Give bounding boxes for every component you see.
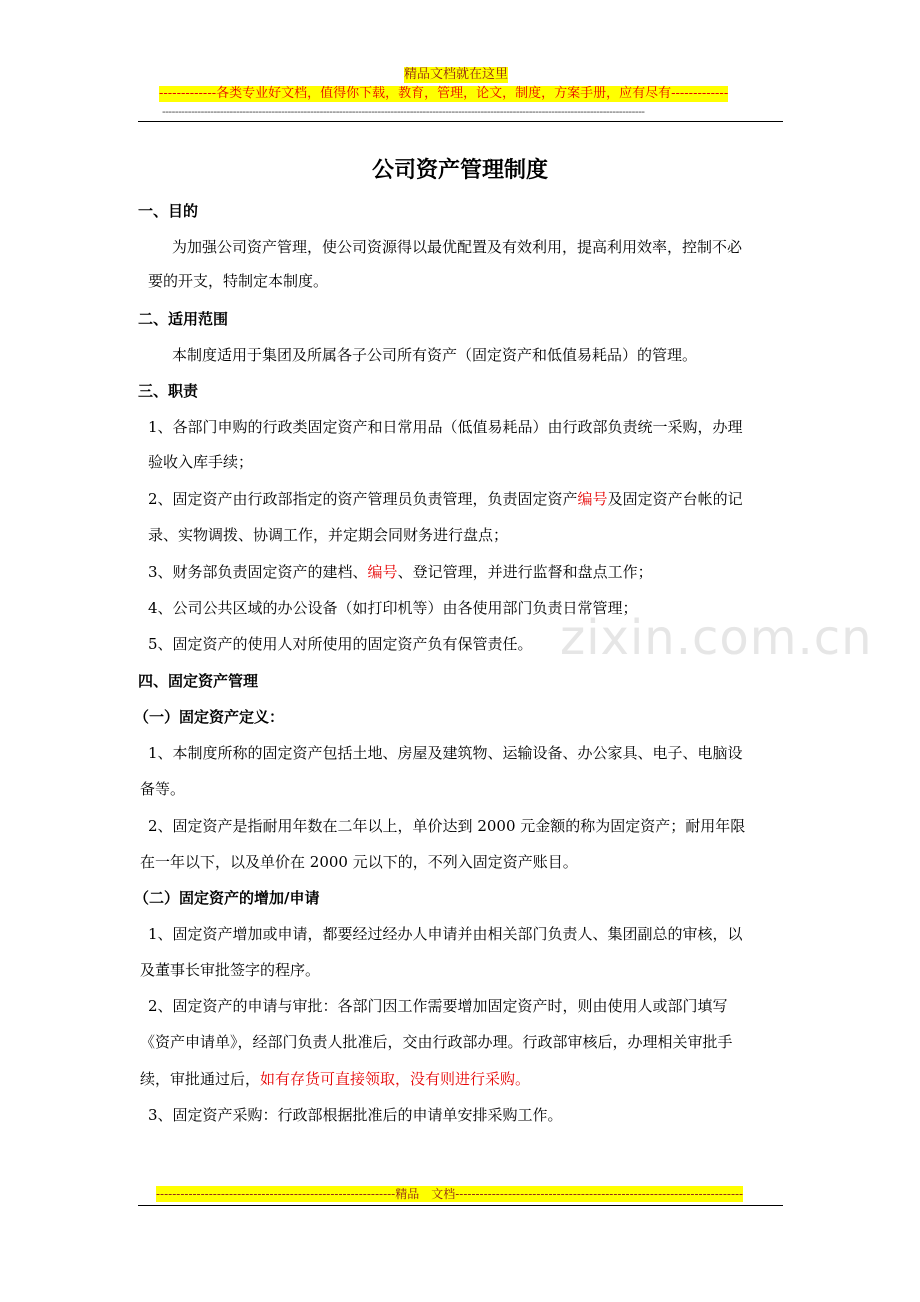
section-heading-purpose: 一、目的 — [138, 202, 199, 220]
header-dash-line: ------------------------------------------------------------------------------------------------------------------------------------------------------ — [162, 105, 645, 118]
list-item: 4、公司公共区域的办公设备（如打印机等）由各使用部门负责日常管理； — [148, 599, 638, 617]
watermark-text: zixin.com.cn — [560, 610, 873, 666]
list-item: 2、固定资产是指耐用年数在二年以上，单价达到 2000 元金额的称为固定资产；耐用年限 — [148, 817, 746, 835]
footer-rule — [138, 1205, 783, 1206]
list-item: 1、固定资产增加或申请，都要经过经办人申请并由相关部门负责人、集团副总的审核，以 — [148, 925, 743, 943]
paragraph-line: 要的开支，特制定本制度。 — [148, 272, 329, 290]
list-item-continued: 《资产申请单》，经部门负责人批准后，交由行政部办理。行政部审核后，办理相关审批手 — [140, 1033, 733, 1051]
subsection-heading-definition: （一）固定资产定义： — [134, 708, 285, 726]
list-item: 5、固定资产的使用人对所使用的固定资产负有保管责任。 — [148, 635, 533, 653]
paragraph-line: 本制度适用于集团及所属各子公司所有资产（固定资产和低值易耗品）的管理。 — [172, 346, 698, 364]
section-heading-fixed-assets: 四、固定资产管理 — [138, 672, 259, 690]
text-run: 3、财务部负责固定资产的建档、 — [148, 563, 368, 581]
list-item-continued: 备等。 — [140, 780, 186, 798]
header-rule — [138, 121, 783, 122]
list-item — [148, 488, 743, 509]
text-run: 、登记管理，并进行监督和盘点工作； — [397, 563, 653, 581]
footer-banner: -----------------------------------------------------------精品 文档----------------------------------------------------------------------- — [156, 1187, 744, 1201]
text-run: 续，审批通过后， — [140, 1070, 261, 1088]
list-item-continued: 及董事长审批签字的程序。 — [140, 961, 321, 979]
list-item-continued — [140, 1068, 530, 1089]
paragraph-line: 为加强公司资产管理，使公司资源得以最优配置及有效利用，提高利用效率，控制不必 — [172, 238, 743, 256]
list-item: 2、固定资产的申请与审批：各部门因工作需要增加固定资产时，则由使用人或部门填写 — [148, 997, 728, 1015]
highlighted-text: 如有存货可直接领取，没有则进行采购。 — [260, 1070, 531, 1088]
header-banner-subtitle: -------------各类专业好文档，值得你下载，教育，管理，论文，制度，方案手册，应有尽有------------- — [159, 86, 729, 101]
highlighted-text: 编号 — [367, 563, 398, 581]
section-heading-duties: 三、职责 — [138, 382, 199, 400]
list-item: 1、本制度所称的固定资产包括土地、房屋及建筑物、运输设备、办公家具、电子、电脑设 — [148, 744, 743, 762]
list-item-continued: 在一年以下，以及单价在 2000 元以下的，不列入固定资产账目。 — [140, 853, 578, 871]
list-item: 3、固定资产采购：行政部根据批准后的申请单安排采购工作。 — [148, 1106, 563, 1124]
section-heading-scope: 二、适用范围 — [138, 310, 229, 328]
document-title: 公司资产管理制度 — [371, 157, 548, 183]
list-item-continued: 录、实物调拨、协调工作，并定期会同财务进行盘点； — [148, 526, 509, 544]
subsection-heading-increase: （二）固定资产的增加/申请 — [134, 889, 320, 907]
header-banner-top: 精品文档就在这里 — [404, 67, 509, 82]
highlighted-text: 编号 — [577, 490, 608, 508]
text-run: 及固定资产台帐的记 — [607, 490, 743, 508]
list-item: 1、各部门申购的行政类固定资产和日常用品（低值易耗品）由行政部负责统一采购，办理 — [148, 418, 743, 436]
list-item-continued: 验收入库手续； — [148, 453, 254, 471]
text-run: 2、固定资产由行政部指定的资产管理员负责管理，负责固定资产 — [148, 490, 578, 508]
list-item — [148, 561, 653, 582]
